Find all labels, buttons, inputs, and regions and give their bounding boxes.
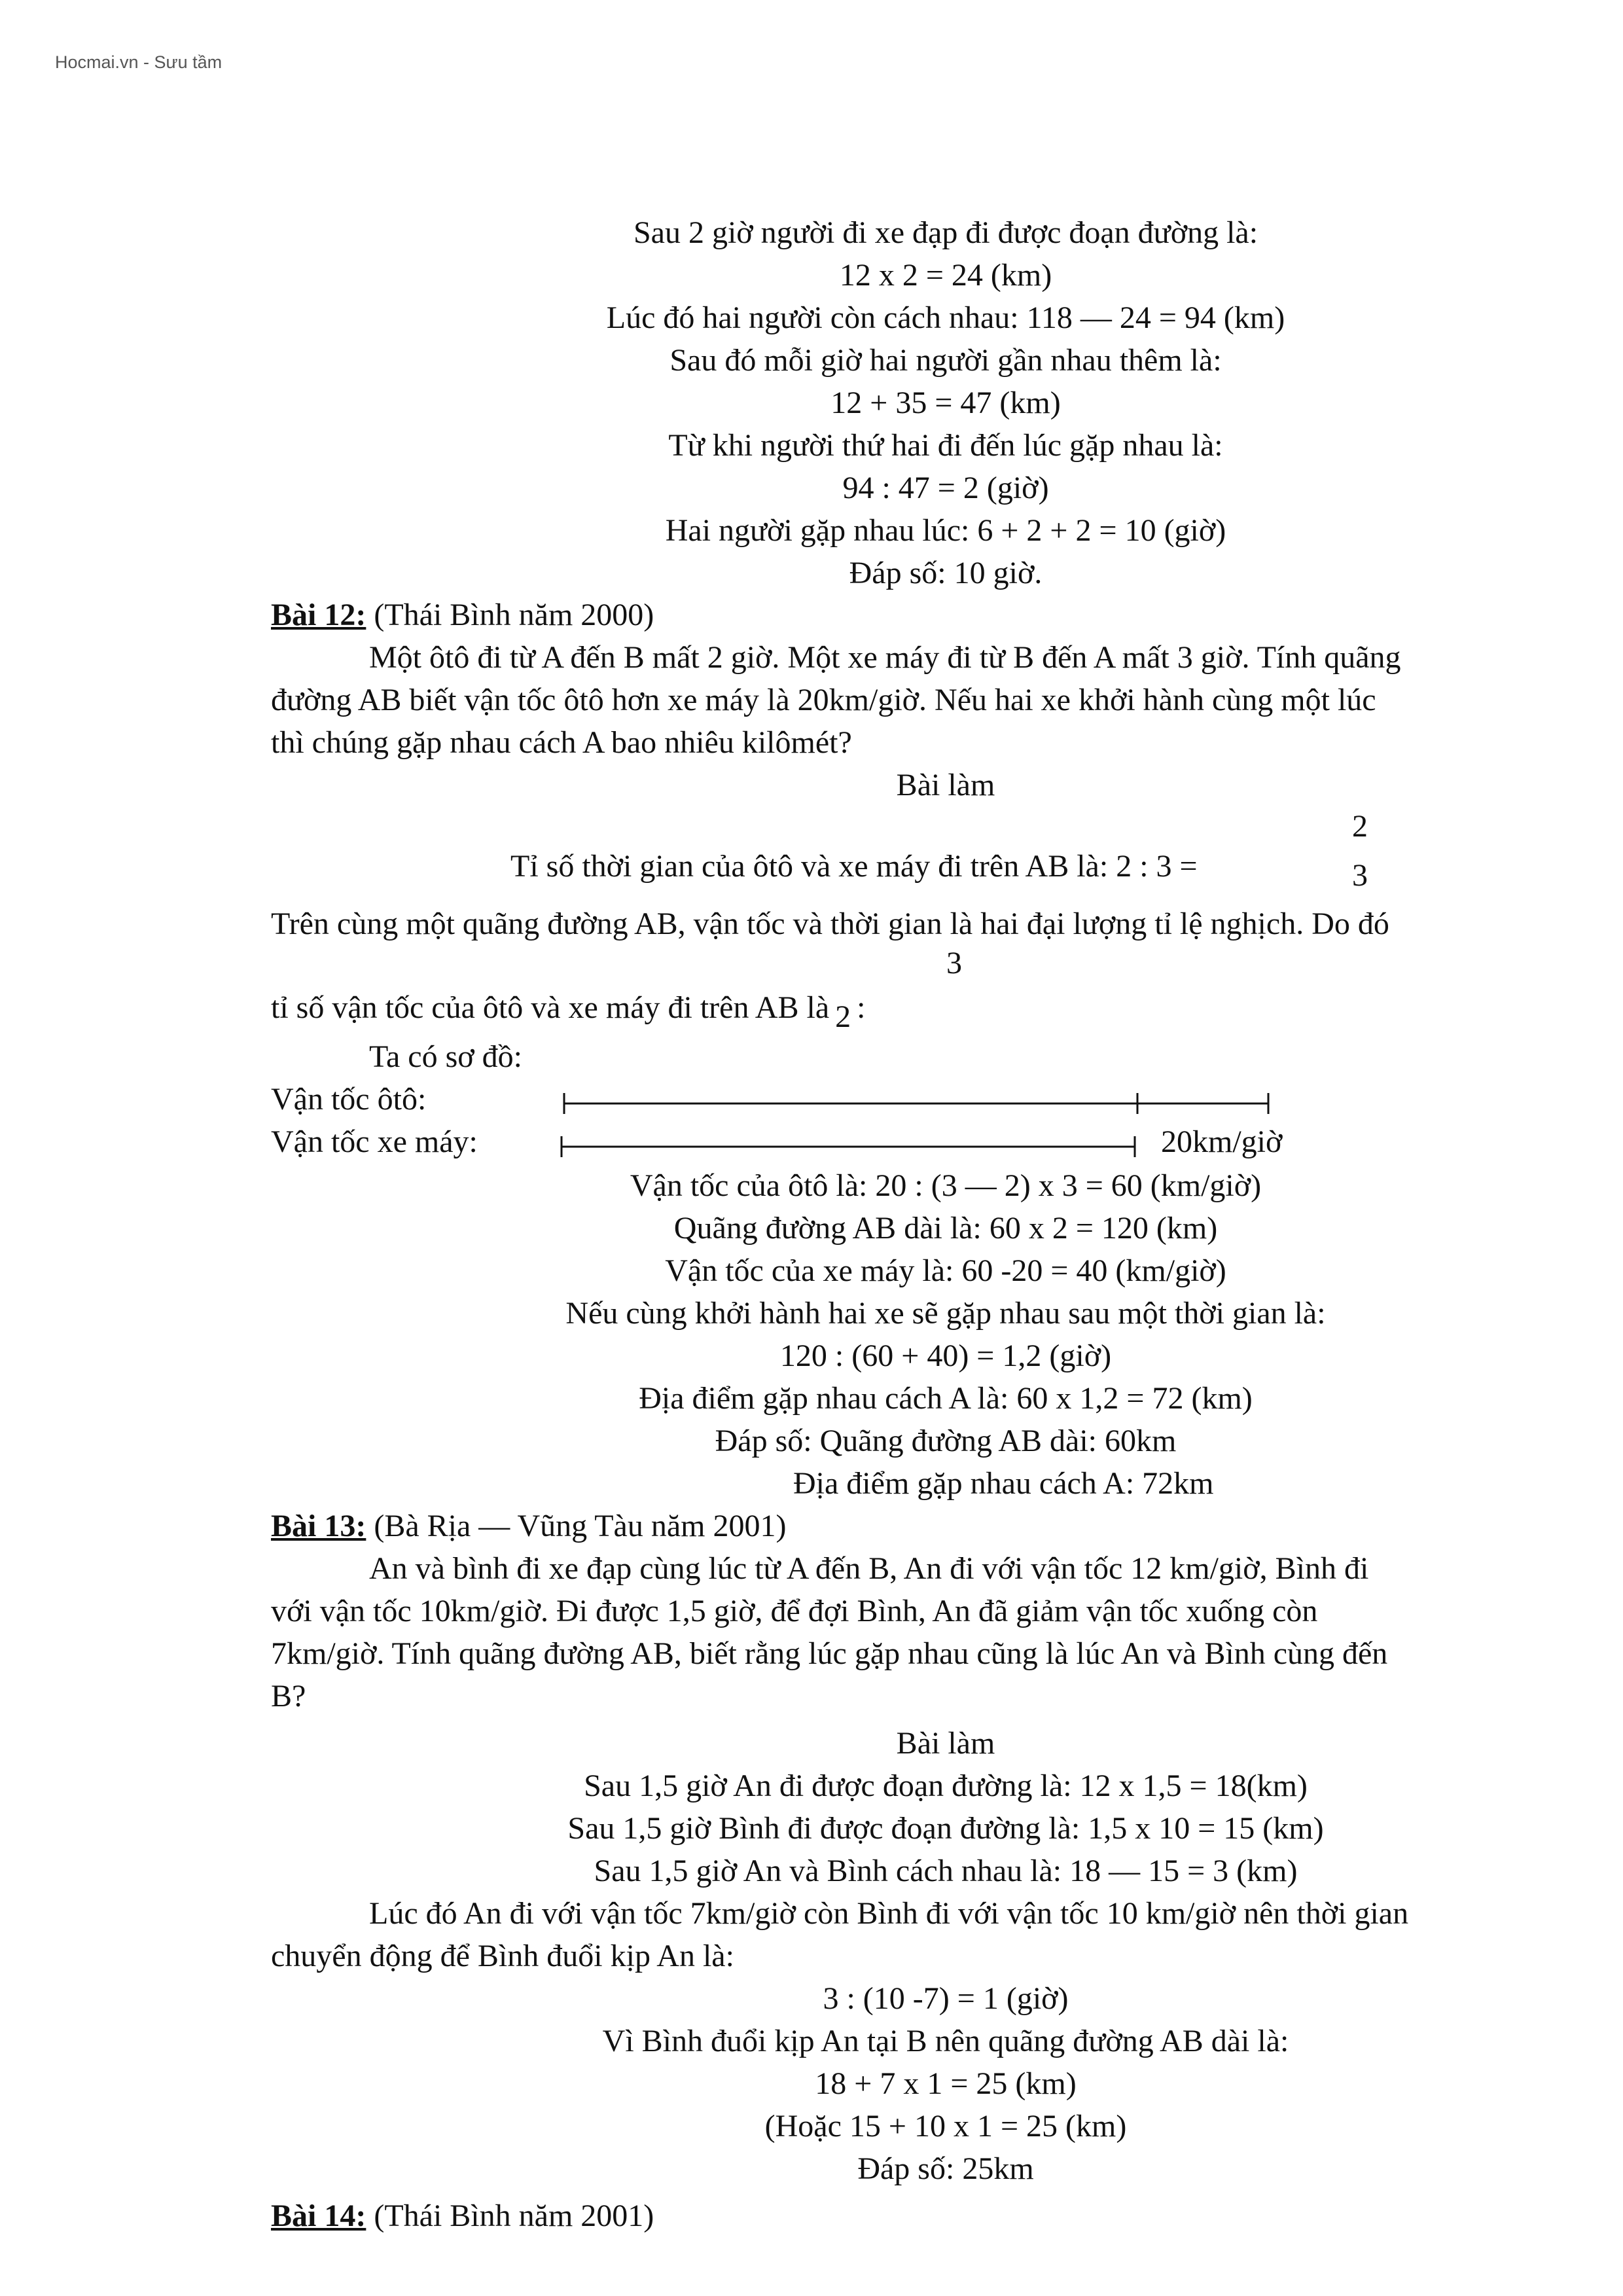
text-line: Vận tốc của ôtô là: 20 : (3 — 2) x 3 = 60 (km/giờ) (630, 1168, 1262, 1203)
problem-source: (Thái Bình năm 2001) (366, 2198, 654, 2233)
ratio-time-line: Tỉ số thời gian của ôtô và xe máy đi trên AB là: 2 : 3 = (510, 849, 1198, 884)
text-line: (Hoặc 15 + 10 x 1 = 25 (km) (764, 2109, 1127, 2144)
text-line: Từ khi người thứ hai đi đến lúc gặp nhau là: (668, 428, 1223, 463)
text-line: 3 : (10 -7) = 1 (giờ) (823, 1981, 1069, 2016)
problem-text: An và bình đi xe đạp cùng lúc từ A đến B, An đi với vận tốc 12 km/giờ, Bình đi (369, 1551, 1369, 1586)
text-line: Sau 1,5 giờ Bình đi được đoạn đường là: 1,5 x 10 = 15 (km) (567, 1811, 1324, 1846)
problem-label: Bài 14: (271, 2198, 366, 2233)
problem-text: đường AB biết vận tốc ôtô hơn xe máy là 20km/giờ. Nếu hai xe khởi hành cùng một lúc (271, 683, 1376, 717)
text-line: Sau 2 giờ người đi xe đạp đi được đoạn đường là: (633, 215, 1258, 250)
ratio-speed-text: tỉ số vận tốc của ôtô và xe máy đi trên AB là (271, 990, 830, 1025)
text-line: 120 : (60 + 40) = 1,2 (giờ) (779, 1338, 1112, 1373)
text-line: Hai người gặp nhau lúc: 6 + 2 + 2 = 10 (giờ) (665, 513, 1226, 548)
problem-source: (Thái Bình năm 2000) (366, 598, 654, 632)
problem-text: thì chúng gặp nhau cách A bao nhiêu kilômét? (271, 725, 852, 760)
page-header: Hocmai.vn - Sưu tầm (55, 52, 223, 72)
ratio-speed-end: : (857, 990, 866, 1025)
answer-line: Đáp số: 10 giờ. (849, 556, 1043, 590)
problem-label: Bài 12: (271, 598, 366, 632)
solution-heading: Bài làm (896, 1726, 995, 1761)
problem-text: 7km/giờ. Tính quãng đường AB, biết rằng lúc gặp nhau cũng là lúc An và Bình cùng đến (271, 1636, 1388, 1671)
text-line: 94 : 47 = 2 (giờ) (842, 471, 1049, 505)
problem-source: (Bà Rịa — Vũng Tàu năm 2001) (366, 1509, 787, 1543)
answer-line: Địa điểm gặp nhau cách A: 72km (793, 1466, 1214, 1501)
text-line: 12 x 2 = 24 (km) (839, 258, 1052, 293)
problem-heading (271, 1505, 786, 1547)
fraction-denominator: 2 (835, 999, 851, 1034)
problem-text: B? (271, 1679, 306, 1713)
diagram-label-moto: Vận tốc xe máy: (271, 1124, 478, 1159)
diagram-label-car: Vận tốc ôtô: (271, 1082, 427, 1117)
text-line: 12 + 35 = 47 (km) (830, 386, 1061, 420)
problem-text: với vận tốc 10km/giờ. Đi được 1,5 giờ, để đợi Bình, An đã giảm vận tốc xuống còn (271, 1594, 1318, 1628)
fraction-numerator: 2 (1352, 809, 1368, 844)
fraction-numerator: 3 (946, 946, 962, 980)
text-line: Vận tốc của xe máy là: 60 -20 = 40 (km/giờ) (665, 1253, 1226, 1288)
diagram-diff-label: 20km/giờ (1161, 1124, 1283, 1159)
text-line: Lúc đó hai người còn cách nhau: 118 — 24 = 94 (km) (606, 300, 1285, 335)
solution-heading: Bài làm (896, 768, 995, 802)
diagram-intro: Ta có sơ đồ: (369, 1039, 522, 1074)
answer-line: Đáp số: 25km (857, 2151, 1034, 2186)
problem-text: Một ôtô đi từ A đến B mất 2 giờ. Một xe máy đi từ B đến A mất 3 giờ. Tính quãng (369, 640, 1401, 675)
text-line: 18 + 7 x 1 = 25 (km) (815, 2066, 1077, 2101)
text-line: Sau 1,5 giờ An đi được đoạn đường là: 12 x 1,5 = 18(km) (584, 1768, 1308, 1803)
text-line: Sau 1,5 giờ An và Bình cách nhau là: 18 — 15 = 3 (km) (594, 1854, 1298, 1888)
text-line: Lúc đó An đi với vận tốc 7km/giờ còn Bình đi với vận tốc 10 km/giờ nên thời gian (369, 1896, 1409, 1931)
text-line: Địa điểm gặp nhau cách A là: 60 x 1,2 = 72 (km) (639, 1381, 1253, 1416)
fraction-denominator: 3 (1352, 858, 1368, 893)
text-line: Trên cùng một quãng đường AB, vận tốc và thời gian là hai đại lượng tỉ lệ nghịch. Do đó (271, 906, 1389, 941)
text-line: Sau đó mỗi giờ hai người gần nhau thêm là: (669, 343, 1222, 378)
text-line: Vì Bình đuổi kịp An tại B nên quãng đường AB dài là: (602, 2024, 1289, 2058)
problem-label: Bài 13: (271, 1509, 366, 1543)
problem-heading (271, 2195, 654, 2237)
text-line: Nếu cùng khởi hành hai xe sẽ gặp nhau sau một thời gian là: (565, 1296, 1326, 1331)
answer-line: Đáp số: Quãng đường AB dài: 60km (715, 1424, 1177, 1458)
text-line: chuyển động để Bình đuổi kịp An là: (271, 1939, 734, 1973)
text-line: Quãng đường AB dài là: 60 x 2 = 120 (km) (673, 1211, 1218, 1246)
